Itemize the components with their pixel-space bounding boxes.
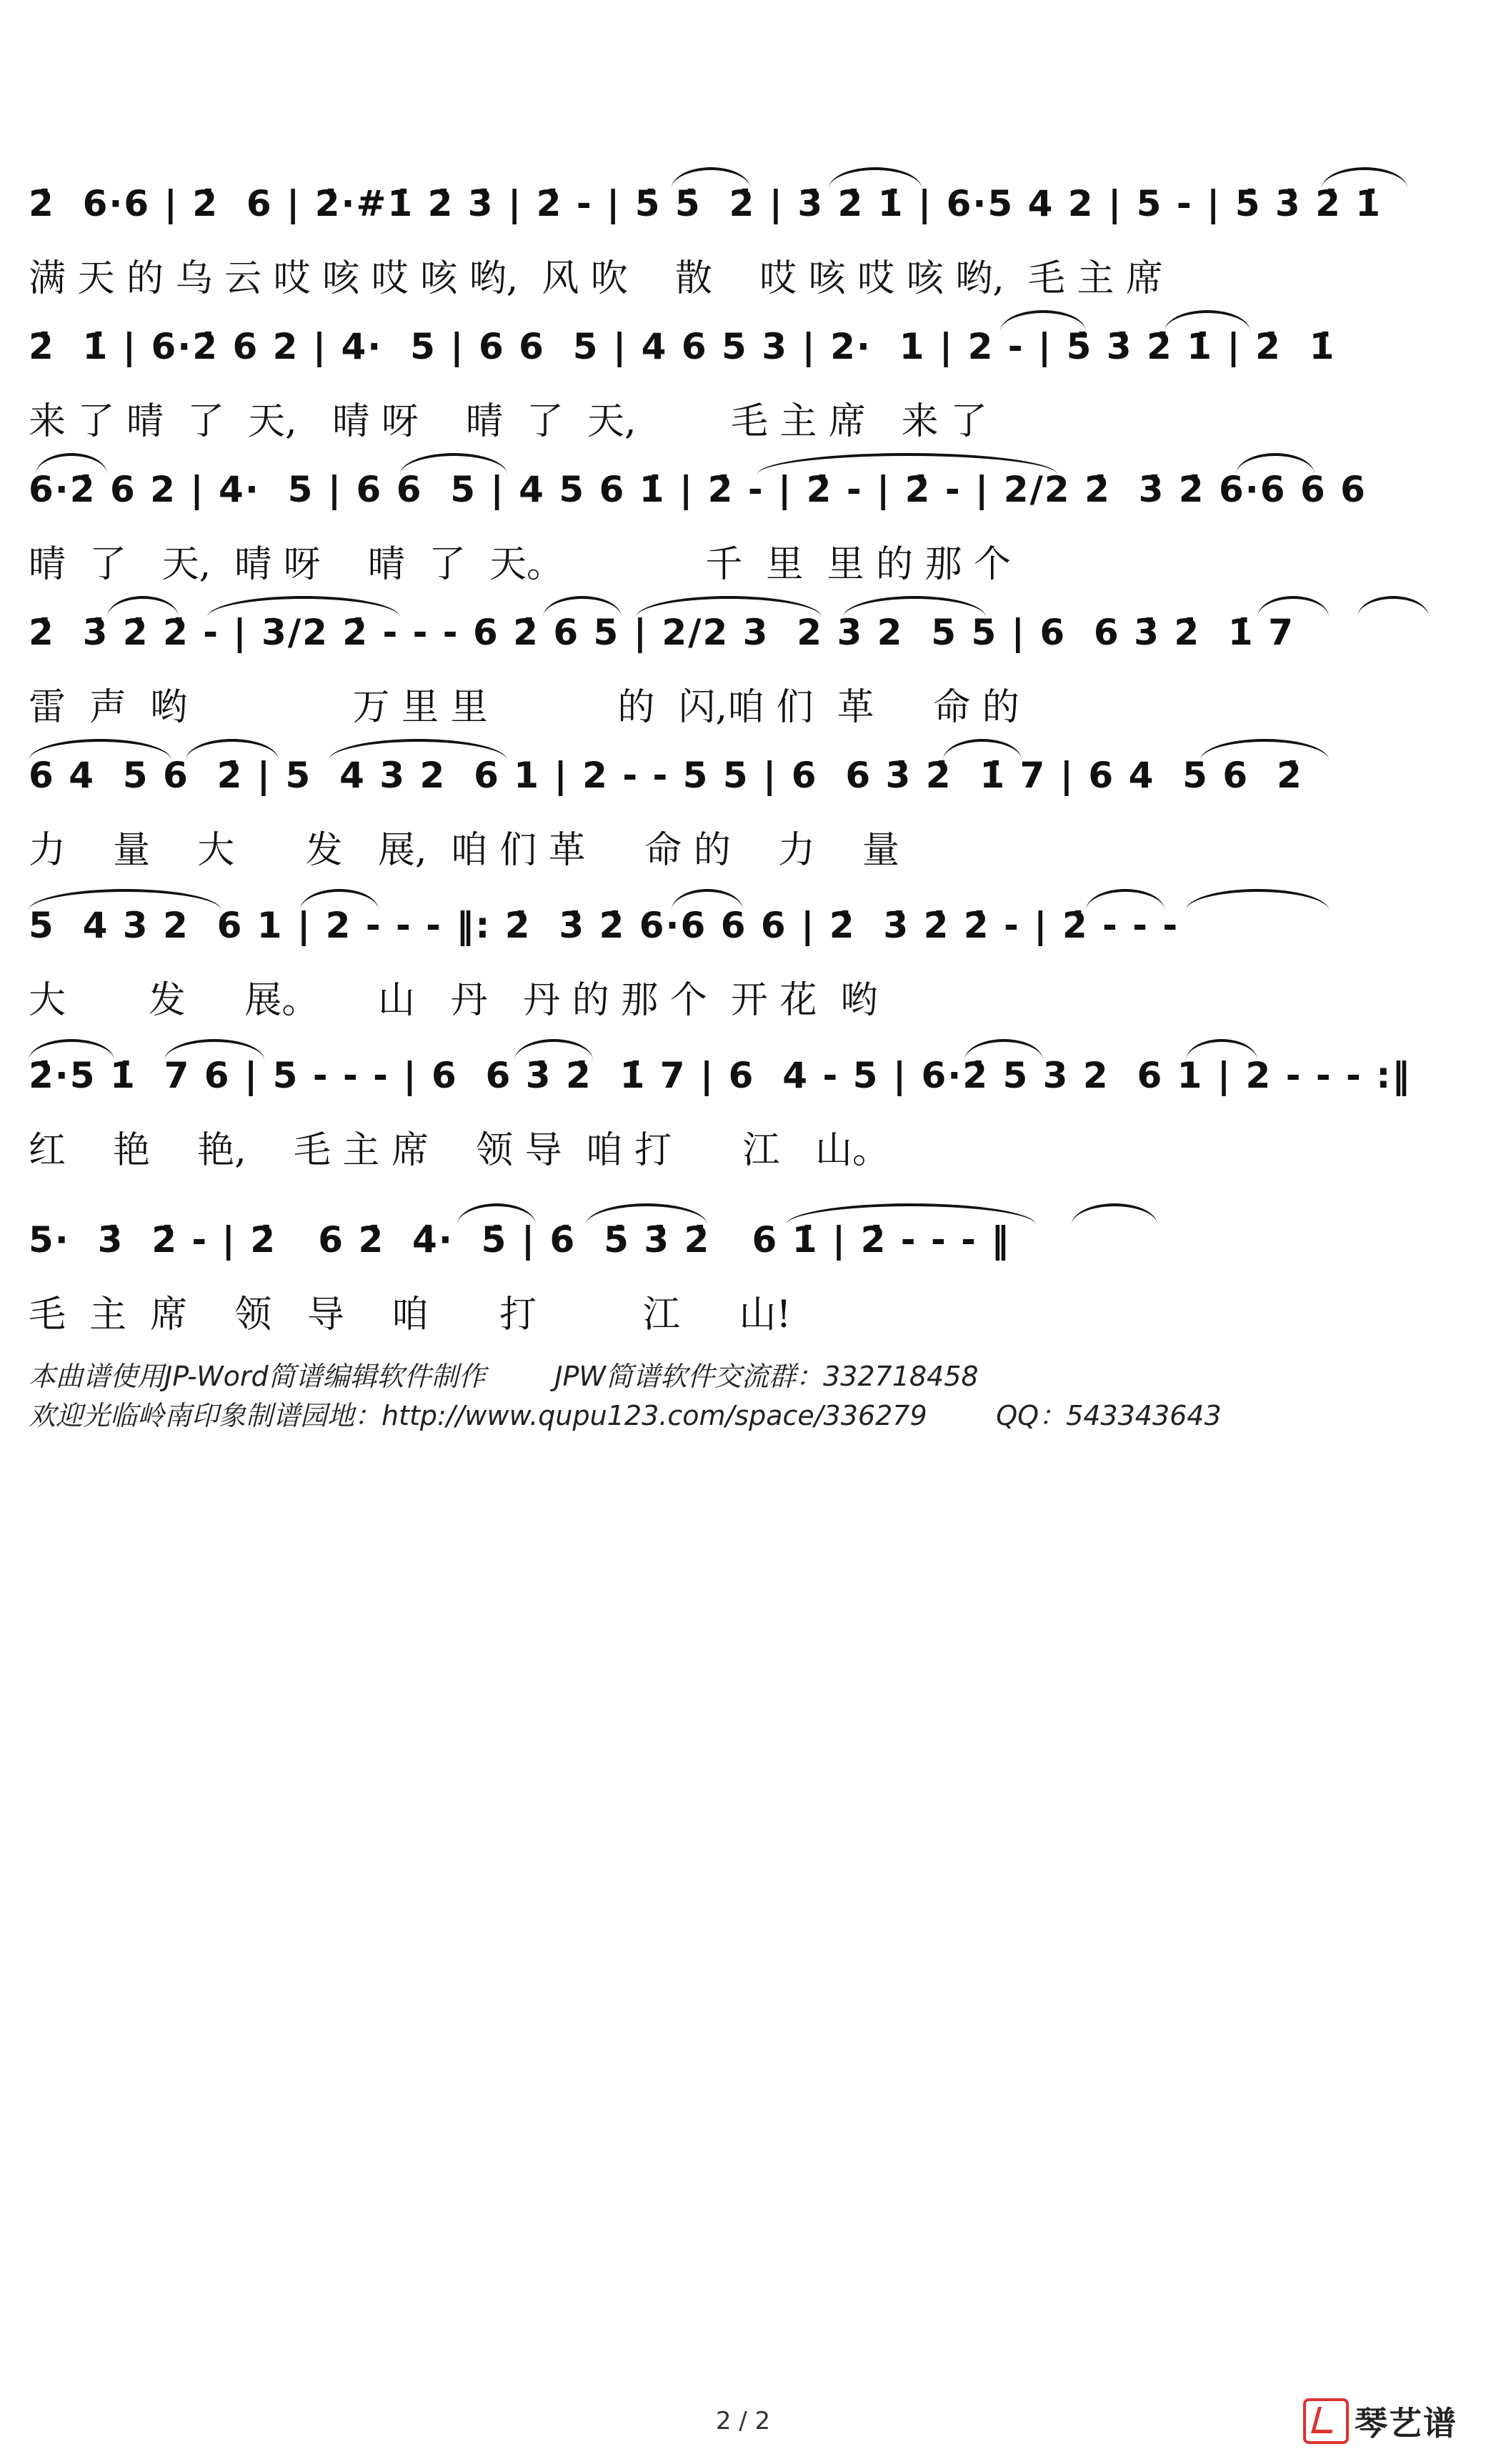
page-number: 2 / 2: [715, 2407, 771, 2435]
lyrics-line: 晴 了 天, 晴 呀 晴 了 天。 千 里 里 的 那 个: [29, 543, 1012, 586]
notation-line: 6 4 5 6 2̇ | 5 4 3 2 6 1 | 2 - - 5 5 | 6 6 3̇ 2̇ 1̇ 7 | 6 4 5 6 2̇: [29, 755, 1303, 796]
slur-mark: [843, 596, 986, 617]
slur-mark: [672, 167, 750, 189]
tie-mark: [636, 596, 822, 617]
slur-mark: [107, 596, 179, 617]
logo-text: 琴艺谱: [1355, 2404, 1457, 2443]
slur-mark: [457, 1203, 536, 1225]
lyrics-line: 力 量 大 发 展, 咱 们 革 命 的 力 量: [29, 829, 900, 872]
notation-line: 2̇ 1̇ | 6·2̇ 6 2 | 4· 5 | 6 6 5 | 4 6 5 3 | 2· 1 | 2 - | 5̇ 3̇ 2̇ 1̇ | 2̇ 1̇: [29, 326, 1336, 367]
tie-mark: [757, 453, 1057, 475]
slur-mark: [329, 739, 507, 760]
slur-mark: [29, 889, 221, 910]
slur-mark: [1072, 1203, 1157, 1225]
slur-mark: [543, 596, 622, 617]
slur-mark: [964, 1039, 1043, 1060]
slur-mark: [786, 1203, 1036, 1225]
slur-mark: [1357, 596, 1429, 617]
notation-line: 2̇·5 1̇ 7 6 | 5 - - - | 6 6 3̇ 2̇ 1̇ 7 | 6 4 - 5 | 6·2̇ 5 3 2 6 1 | 2 - - - :‖: [29, 1055, 1412, 1096]
tie-mark: [1186, 889, 1329, 910]
lyrics-line: 大 发 展。 山 丹 丹 的 那 个 开 花 哟: [29, 979, 878, 1022]
slur-mark: [1236, 453, 1315, 475]
lyrics-line: 满 天 的 乌 云 哎 咳 哎 咳 哟, 风 吹 散 哎 咳 哎 咳 哟, 毛 主 席: [29, 257, 1163, 300]
slur-mark: [943, 739, 1022, 760]
slur-mark: [829, 167, 922, 189]
slur-mark: [29, 1039, 114, 1060]
slur-mark: [1086, 889, 1165, 910]
notation-line: 6·2̇ 6 2 | 4· 5 | 6 6 5 | 4 5 6 1̇ | 2̇ - | 2̇ - | 2̇ - | 2/2 2̇ 3̇ 2̇ 6·6 6 6: [29, 469, 1367, 510]
slur-mark: [29, 739, 171, 760]
notation-line: 2̇ 6·6 | 2̇ 6 | 2̇·#1̇ 2̇ 3̇ | 2̇ - | 5̇ 5̇ 2̇ | 3̇ 2̇ 1̇ | 6·5 4 2 | 5 - | 5̇ 3̇ 2̇ 1̇: [29, 183, 1382, 224]
footer-credit-line: 本曲谱使用JP-Word简谱编辑软件制作 JPW简谱软件交流群：332718458: [29, 1361, 979, 1392]
slur-mark: [1200, 739, 1329, 760]
slur-mark: [300, 889, 379, 910]
slur-mark: [1322, 167, 1407, 189]
site-logo: [1303, 2398, 1457, 2445]
slur-mark: [514, 1039, 593, 1060]
tie-mark: [207, 596, 400, 617]
notation-line: 2̇ 3̇ 2̇ 2̇ - | 3/2 2̇ - - - 6 2̇ 6 5 | 2/2 3 2 3 2 5 5 | 6 6 3̇ 2̇ 1̇ 7: [29, 612, 1295, 653]
slur-mark: [186, 739, 279, 760]
slur-mark: [1165, 310, 1250, 332]
slur-mark: [1186, 1039, 1257, 1060]
notation-line: 5 4 3 2 6 1 | 2 - - - ‖: 2̇ 3̇ 2̇ 6·6 6 6 | 2̇ 3̇ 2̇ 2̇ - | 2̇ - - -: [29, 905, 1180, 946]
lyrics-line: 雷 声 哟 万 里 里 的 闪,咱 们 革 命 的: [29, 686, 1019, 729]
lyrics-line: 毛 主 席 领 导 咱 打 江 山!: [29, 1293, 792, 1336]
slur-mark: [164, 1039, 264, 1060]
lyrics-line: 来 了 晴 了 天, 晴 呀 晴 了 天, 毛 主 席 来 了: [29, 400, 987, 443]
notation-line: 5· 3̇ 2̇ - | 2̇ 6 2̇ 4̇· 5̇ | 6̇ 5̇ 3̇ 2̇ 6 1̇ | 2̇ - - - ‖: [29, 1219, 1011, 1261]
slur-mark: [1257, 596, 1329, 617]
slur-mark: [672, 889, 743, 910]
slur-mark: [586, 1203, 707, 1225]
slur-mark: [400, 453, 507, 475]
footer-website-line: 欢迎光临岭南印象制谱园地：http://www.qupu123.com/space/336279 QQ：543343643: [29, 1400, 1222, 1431]
slur-mark: [36, 453, 107, 475]
lyrics-line: 红 艳 艳, 毛 主 席 领 导 咱 打 江 山。: [29, 1129, 889, 1172]
slur-mark: [1000, 310, 1086, 332]
qinyipu-logo-icon: [1303, 2398, 1349, 2444]
